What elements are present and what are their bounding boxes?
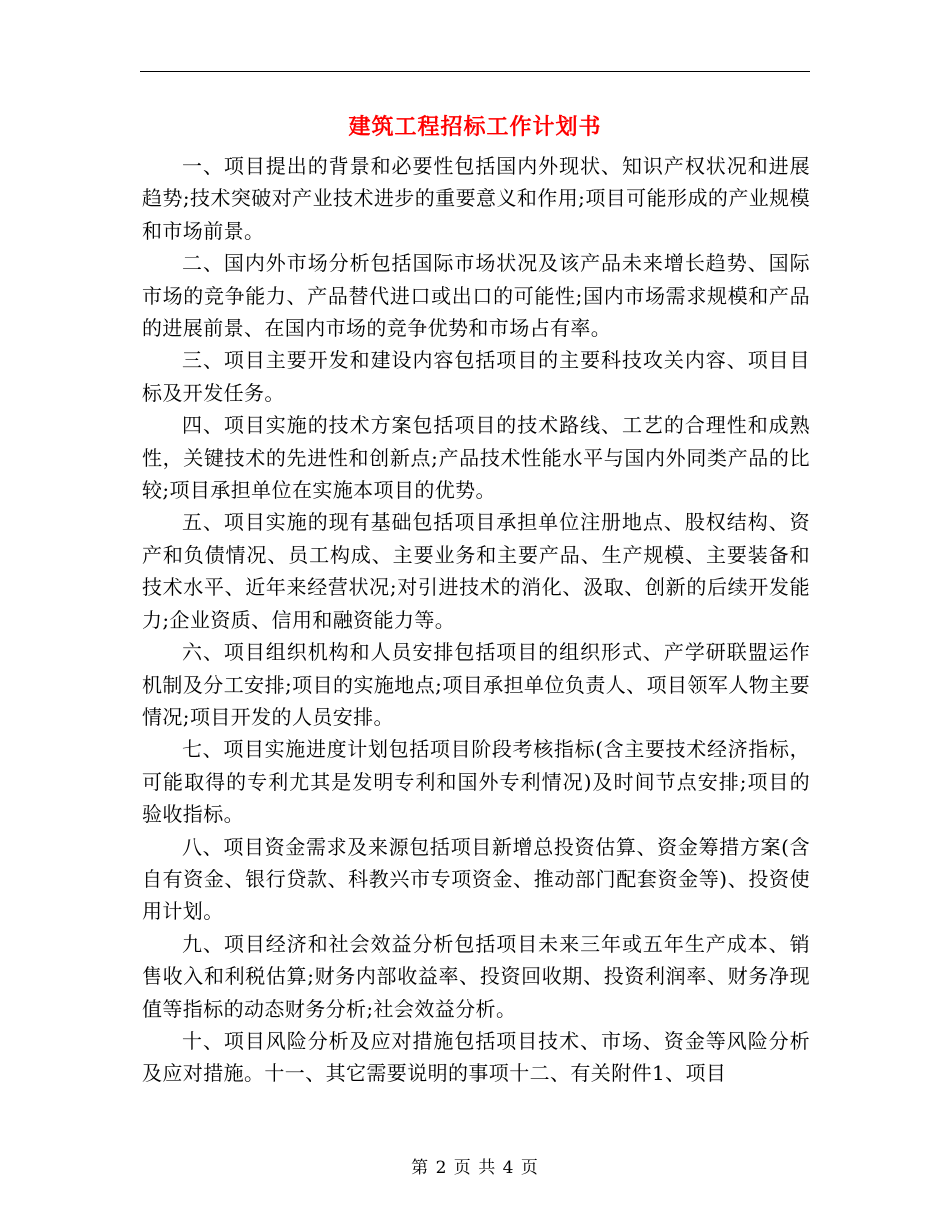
paragraph-funding: 八、项目资金需求及来源包括项目新增总投资估算、资金筹措方案(含自有资金、银行贷款、科教兴市专项资金、推动部门配套资金等)、投资使用计划。 — [142, 834, 810, 924]
paragraph-technical-plan: 四、项目实施的技术方案包括项目的技术路线、工艺的合理性和成熟性，关键技术的先进性和创新点;产品技术性能水平与国内外同类产品的比较;项目承担单位在实施本项目的优势。 — [142, 413, 810, 503]
paragraph-risk-analysis: 十、项目风险分析及应对措施包括项目技术、市场、资金等风险分析及应对措施。十一、其它需要说明的事项十二、有关附件1、项目 — [142, 1028, 810, 1086]
paragraph-market-analysis: 二、国内外市场分析包括国际市场状况及该产品未来增长趋势、国际市场的竞争能力、产品替代进口或出口的可能性;国内市场需求规模和产品的进展前景、在国内市场的竞争优势和市场占有率。 — [142, 251, 810, 341]
paragraph-main-content: 三、项目主要开发和建设内容包括项目的主要科技攻关内容、项目目标及开发任务。 — [142, 348, 810, 405]
document-body — [142, 150, 810, 1090]
paragraph-existing-foundation: 五、项目实施的现有基础包括项目承担单位注册地点、股权结构、资产和负债情况、员工构成、主要业务和主要产品、生产规模、主要装备和技术水平、近年来经营状况;对引进技术的消化、汲取、创新的后续开发能力;企业资质、信用和融资能力等。 — [142, 510, 810, 632]
paragraph-background: 一、项目提出的背景和必要性包括国内外现状、知识产权状况和进展趋势;技术突破对产业技术进步的重要意义和作用;项目可能形成的产业规模和市场前景。 — [142, 154, 810, 243]
paragraph-organization: 六、项目组织机构和人员安排包括项目的组织形式、产学研联盟运作机制及分工安排;项目的实施地点;项目承担单位负责人、项目领军人物主要情况;项目开发的人员安排。 — [142, 640, 810, 729]
paragraph-benefit-analysis: 九、项目经济和社会效益分析包括项目未来三年或五年生产成本、销售收入和利税估算;财务内部收益率、投资回收期、投资利润率、财务净现值等指标的动态财务分析;社会效益分析。 — [142, 931, 810, 1021]
page-number: 第 2 页 共 4 页 — [411, 1158, 539, 1178]
paragraph-schedule: 七、项目实施进度计划包括项目阶段考核指标(含主要技术经济指标，可能取得的专利尤其是发明专利和国外专利情况)及时间节点安排;项目的验收指标。 — [142, 737, 810, 827]
header-rule — [140, 71, 810, 72]
document-title: 建筑工程招标工作计划书 — [348, 114, 602, 140]
